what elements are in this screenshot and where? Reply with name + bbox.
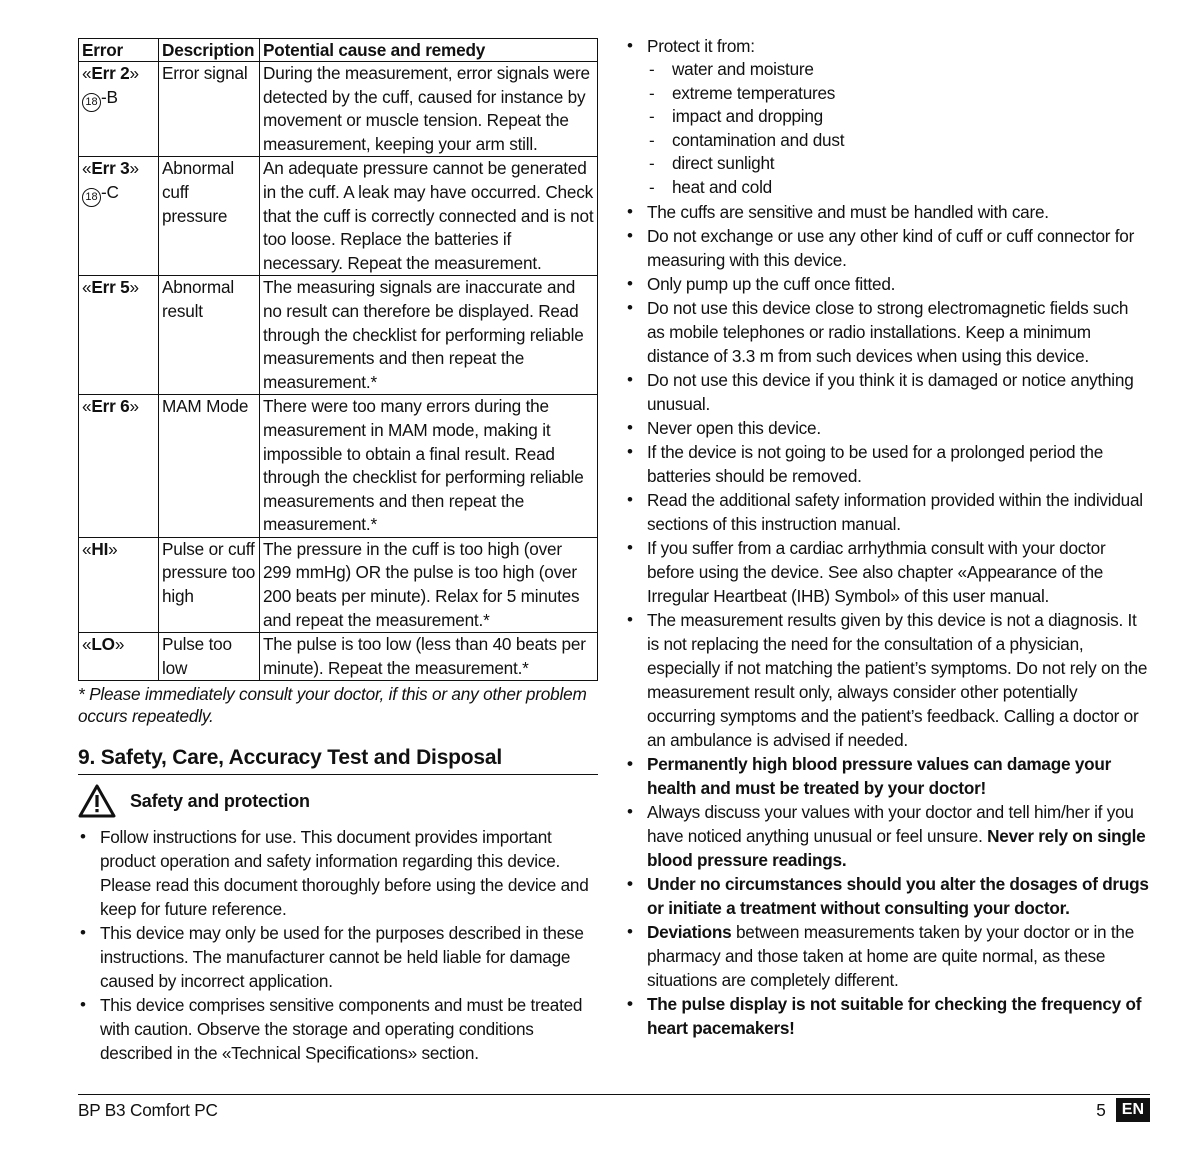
error-remedy: An adequate pressure cannot be generated in the cuff. A leak may have occurred. Check that the cuff is correctly connected and is not too loose. Replace the batteries if necessary. Repeat the measurement. bbox=[260, 157, 598, 276]
deviations-text: between measurements taken by your doctor or in the pharmacy and those taken at home are quite normal, as these situations are completely different. bbox=[647, 921, 1135, 990]
list-item: • Read the additional safety information provided within the individual sections of this instruction manual. bbox=[625, 488, 1150, 536]
protect-item: - extreme temperatures bbox=[647, 82, 1150, 106]
list-item: • Permanently high blood pressure values can damage your health and must be treated by your doctor! bbox=[625, 752, 1150, 800]
deviations-bold-text: Deviations bbox=[647, 921, 732, 942]
header-error: Error bbox=[79, 39, 159, 62]
table-row bbox=[79, 276, 598, 395]
list-item: • Do not exchange or use any other kind of cuff or cuff connector for measuring with this device. bbox=[625, 224, 1150, 272]
protect-intro: Protect it from: bbox=[647, 36, 755, 56]
right-bullet-list bbox=[625, 34, 1150, 1040]
error-remedy: The measuring signals are inaccurate and no result can therefore be displayed. Read through the checklist for performing reliable measurements and then repeat the measurement.* bbox=[260, 276, 598, 395]
protect-item: - impact and dropping bbox=[647, 105, 1150, 129]
error-table-header bbox=[79, 39, 598, 62]
discuss-bold-text: Never rely on single blood pressure readings. bbox=[647, 825, 1146, 870]
reference-number: 18 bbox=[82, 93, 101, 112]
error-code: Err 3 bbox=[91, 158, 130, 179]
table-row bbox=[79, 537, 598, 632]
list-item: • Under no circumstances should you alter the dosages of drugs or initiate a treatment without consulting your doctor. bbox=[625, 872, 1150, 920]
safety-heading bbox=[78, 783, 598, 819]
header-remedy: Potential cause and remedy bbox=[260, 39, 598, 62]
reference-suffix: -C bbox=[101, 181, 119, 202]
list-item: • The cuffs are sensitive and must be handled with care. bbox=[625, 200, 1150, 224]
list-item: • Never open this device. bbox=[625, 416, 1150, 440]
table-footnote: * Please immediately consult your doctor, if this or any other problem occurs repeatedly. bbox=[78, 684, 587, 727]
list-item bbox=[625, 800, 1150, 872]
discuss-text: Always discuss your values with your doctor and tell him/her if you have noticed anything unusual or feel unsure. bbox=[647, 801, 1134, 846]
list-item bbox=[625, 920, 1150, 992]
error-code-cell: «HI» bbox=[79, 537, 159, 632]
protect-item: - contamination and dust bbox=[647, 129, 1150, 153]
reference-suffix: -B bbox=[101, 86, 118, 107]
section-heading: 9. Safety, Care, Accuracy Test and Disposal bbox=[78, 745, 598, 775]
list-item: • The measurement results given by this device is not a diagnosis. It is not replacing the need for the consultation of a physician, especially if not matching the patient’s symptoms. Do not rely on the measurement result only, always consider other potentially occurring symptoms and the patient’s feedback. Calling a doctor or an ambulance is advised if needed. bbox=[625, 608, 1150, 752]
left-bullet-list bbox=[78, 825, 598, 1065]
language-badge: EN bbox=[1116, 1098, 1150, 1122]
list-item: • This device comprises sensitive components and must be treated with caution. Observe the storage and operating conditions described in the «Technical Specifications» section. bbox=[78, 993, 598, 1065]
error-description: Abnormal result bbox=[159, 276, 260, 395]
list-item: • Only pump up the cuff once fitted. bbox=[625, 272, 1150, 296]
error-code-cell: «Err 5» bbox=[79, 276, 159, 395]
error-remedy: The pulse is too low (less than 40 beats per minute). Repeat the measurement.* bbox=[260, 633, 598, 681]
reference-number: 18 bbox=[82, 188, 101, 207]
list-item: • Follow instructions for use. This document provides important product operation and safety information regarding this device. Please read this document thoroughly before using the device and keep for future reference. bbox=[78, 825, 598, 921]
page-number: 5 bbox=[1096, 1099, 1106, 1120]
list-item: • Do not use this device close to strong electromagnetic fields such as mobile telephones or radio installations. Keep a minimum distance of 3.3 m from such devices when using this device. bbox=[625, 296, 1150, 368]
footer-page-info bbox=[1096, 1098, 1150, 1122]
left-column bbox=[78, 38, 598, 1065]
error-table bbox=[78, 38, 598, 681]
table-row bbox=[79, 157, 598, 276]
error-code: HI bbox=[91, 538, 109, 559]
protect-list bbox=[647, 58, 1150, 200]
footer-divider bbox=[78, 1094, 1150, 1095]
right-column bbox=[625, 34, 1150, 1040]
warning-triangle-icon bbox=[78, 784, 116, 818]
list-item: • This device may only be used for the purposes described in these instructions. The manufacturer cannot be held liable for damage caused by incorrect application. bbox=[78, 921, 598, 993]
table-row bbox=[79, 633, 598, 681]
error-remedy: There were too many errors during the measurement in MAM mode, making it impossible to obtain a final result. Read through the checklist for performing reliable measurements and then repeat the measurement.* bbox=[260, 395, 598, 538]
error-description: Abnormal cuff pressure bbox=[159, 157, 260, 276]
error-code-cell: «Err 6» bbox=[79, 395, 159, 538]
error-description: Pulse too low bbox=[159, 633, 260, 681]
list-item: • If you suffer from a cardiac arrhythmia consult with your doctor before using the device. See also chapter «Appearance of the Irregular Heartbeat (IHB) Symbol» of this user manual. bbox=[625, 536, 1150, 608]
protect-item: - water and moisture bbox=[647, 58, 1150, 82]
error-description: MAM Mode bbox=[159, 395, 260, 538]
protect-item: - heat and cold bbox=[647, 176, 1150, 200]
list-item bbox=[625, 34, 1150, 200]
error-code: Err 6 bbox=[91, 396, 130, 417]
error-remedy: During the measurement, error signals were detected by the cuff, caused for instance by movement or muscle tension. Repeat the measurement, keeping your arm still. bbox=[260, 62, 598, 157]
error-remedy: The pressure in the cuff is too high (over 299 mmHg) OR the pulse is too high (over 200 beats per minute). Relax for 5 minutes and repeat the measurement.* bbox=[260, 537, 598, 632]
header-description: Description bbox=[159, 39, 260, 62]
list-item: • The pulse display is not suitable for checking the frequency of heart pacemakers! bbox=[625, 992, 1150, 1040]
table-row bbox=[79, 62, 598, 157]
protect-item: - direct sunlight bbox=[647, 152, 1150, 176]
error-code-cell: «Err 2» 18 -B bbox=[79, 62, 159, 157]
safety-title: Safety and protection bbox=[130, 790, 310, 811]
list-item: • If the device is not going to be used for a prolonged period the batteries should be removed. bbox=[625, 440, 1150, 488]
error-code: LO bbox=[91, 634, 115, 655]
list-item: • Do not use this device if you think it is damaged or notice anything unusual. bbox=[625, 368, 1150, 416]
error-code: Err 5 bbox=[91, 277, 130, 298]
error-description: Pulse or cuff pressure too high bbox=[159, 537, 260, 632]
table-row bbox=[79, 395, 598, 538]
error-code: Err 2 bbox=[91, 63, 130, 83]
error-code-cell: «Err 3» 18 -C bbox=[79, 157, 159, 276]
error-description: Error signal bbox=[159, 62, 260, 157]
footer-product-name: BP B3 Comfort PC bbox=[78, 1100, 218, 1120]
error-code-cell: «LO» bbox=[79, 633, 159, 681]
